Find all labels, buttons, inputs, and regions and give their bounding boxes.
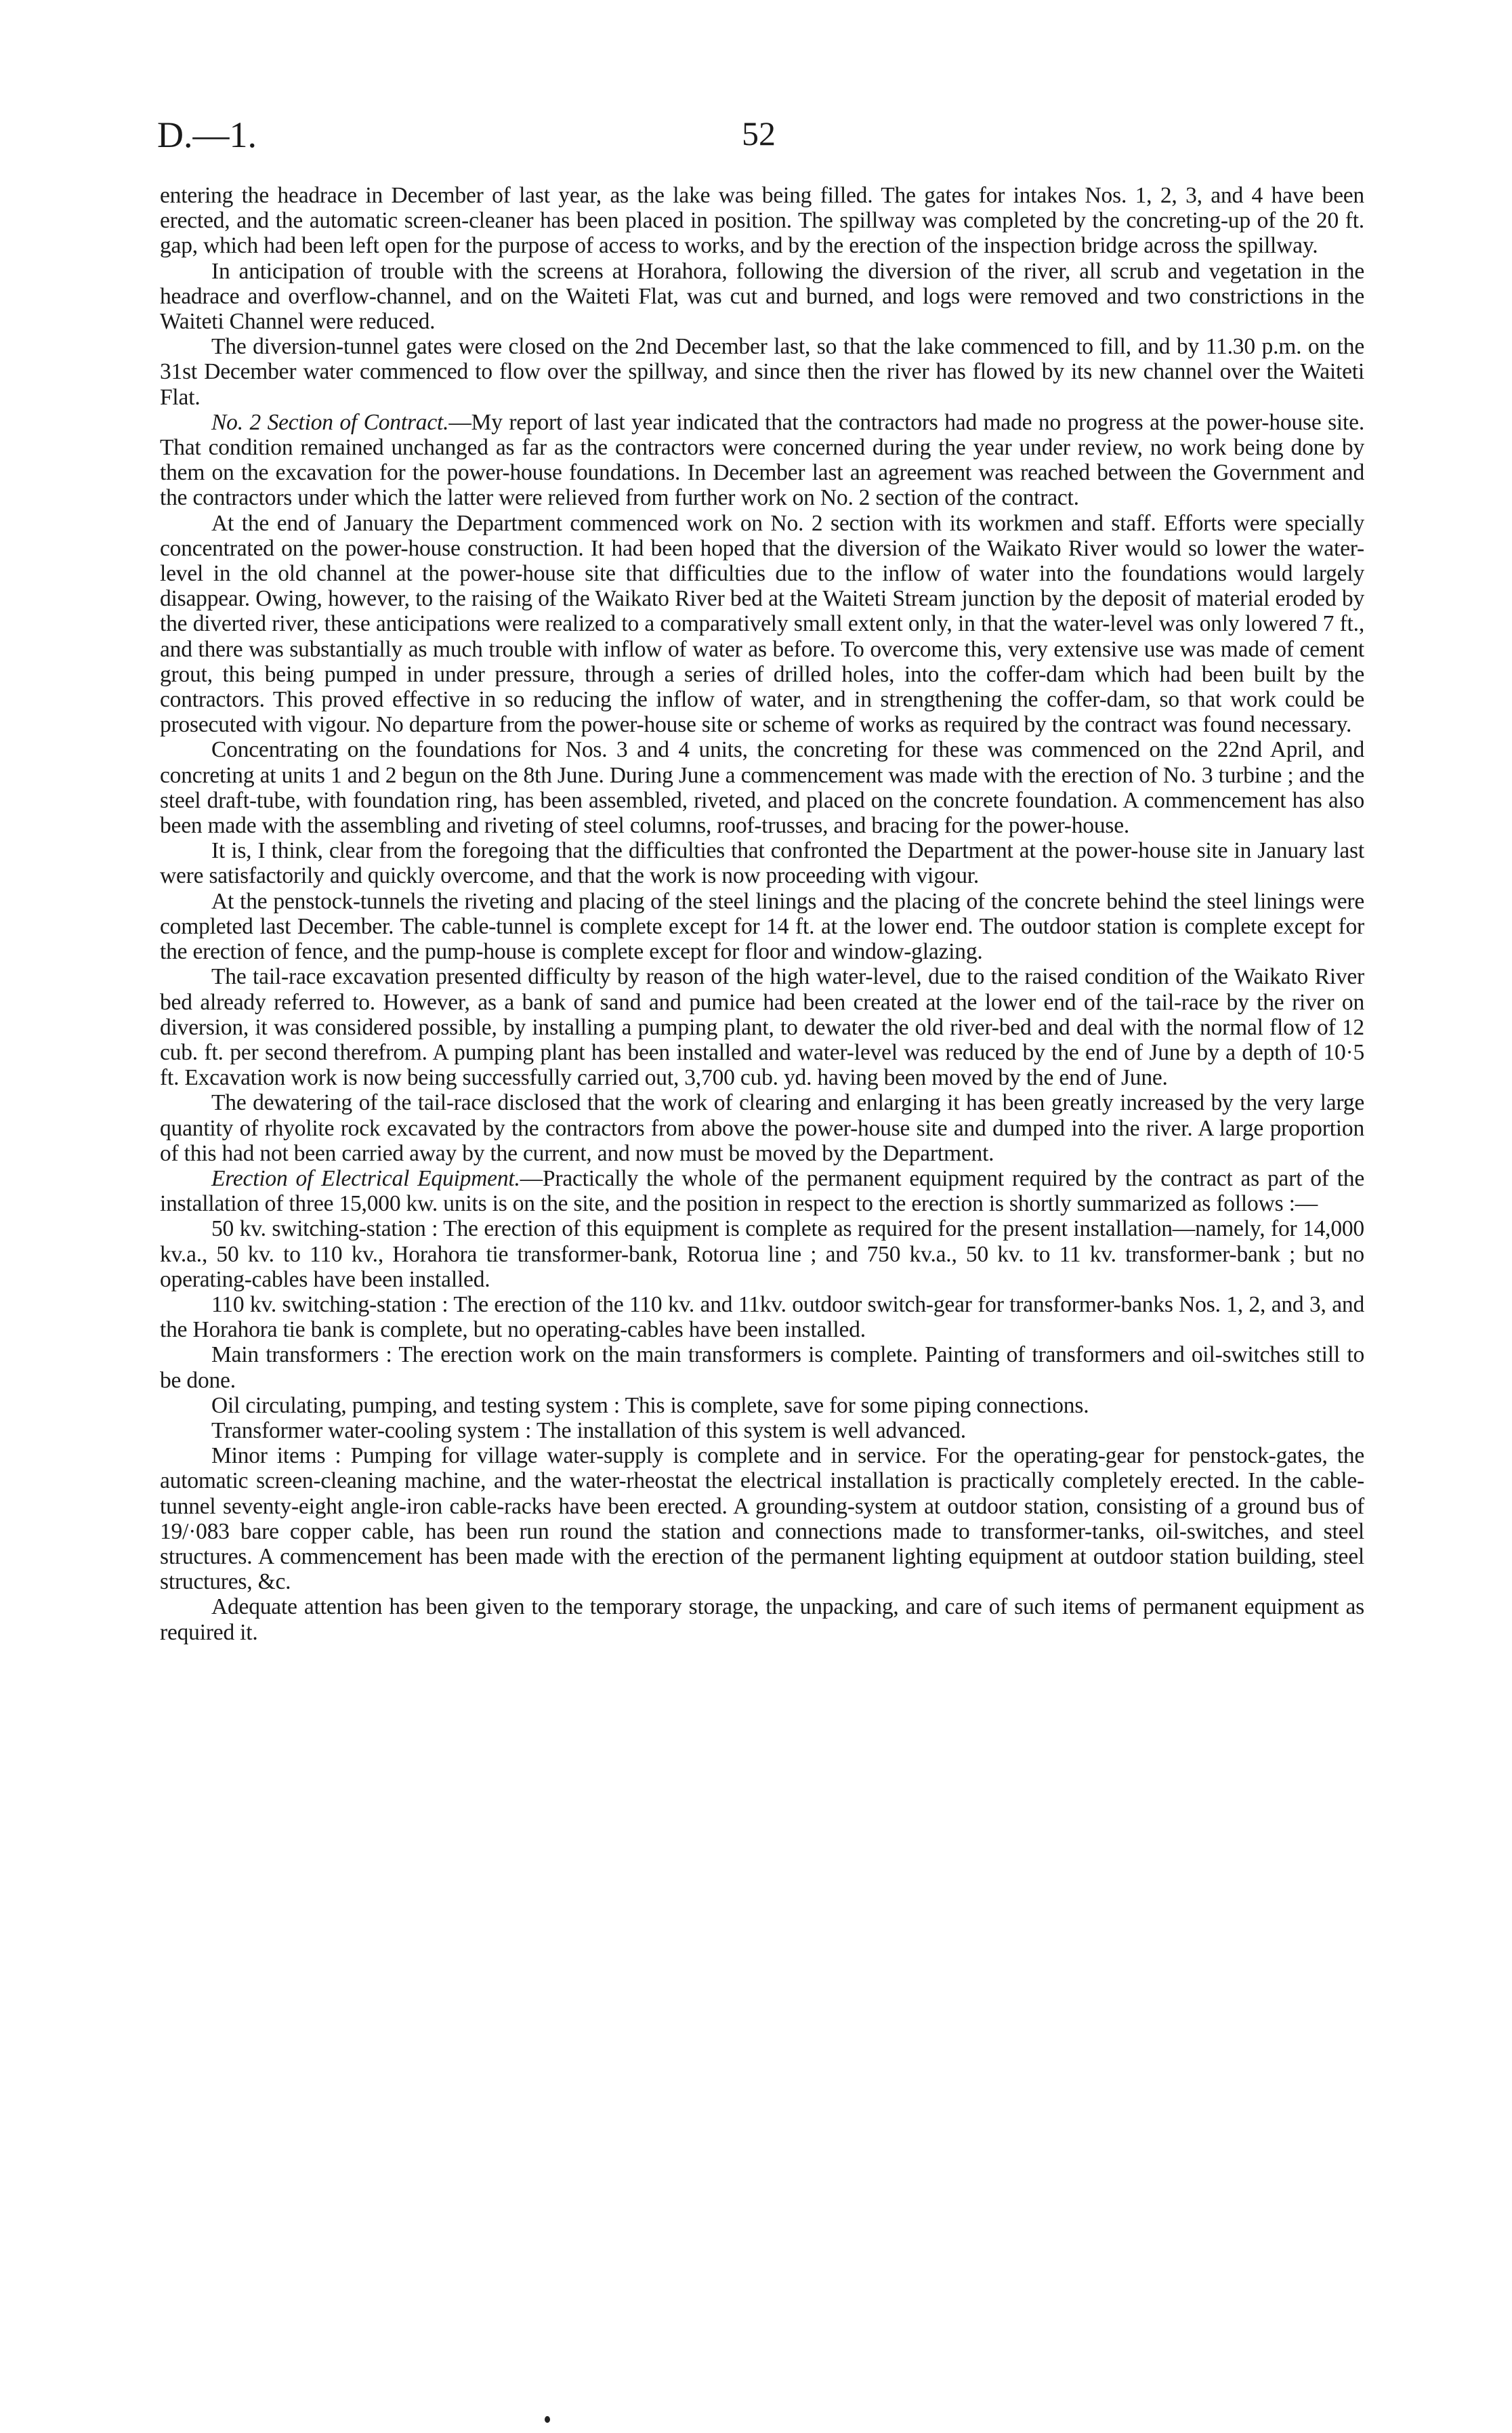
paragraph — [160, 183, 1364, 259]
paragraph-text: Concentrating on the foundations for Nos. 3 and 4 units, the concreting for these was commenced on the 22nd April, and concreting at units 1 and 2 begun on the 8th June. During June a commencement was made with the erection of No. 3 turbine ; and the steel draft-tube, with foundation ring, has been assembled, riveted, and placed on the concrete foundation. A commencement has also been made with the assembling and riveting of steel columns, roof-trusses, and bracing for the power-house. — [160, 737, 1364, 839]
section-heading: Erection of Electrical Equipment. — [211, 1165, 520, 1191]
paragraph-text: 50 kv. switching-station : The erection of this equipment is complete as required for the present installation—namely, for 14,000 kv.a., 50 kv. to 110 kv., Horahora tie transformer-bank, Rotorua line ; and 750 kv.a., 50 kv. to 11 kv. transformer-bank ; but no operating-cables have been installed. — [160, 1216, 1364, 1292]
paragraph-text: At the end of January the Department commenced work on No. 2 section with its workmen and staff. Efforts were specially concentrated on the power-house construction. It had been hoped that the diversion of the Waikato River would so lower the water-level in the old channel at the power-house site that difficulties due to the inflow of water into the foundations would largely disappear. Owing, however, to the raising of the Waikato River bed at the Waiteti Stream junction by the deposit of material eroded by the diverted river, these anticipations were realized to a comparatively small extent only, in that the water-level was only lowered 7 ft., and there was substantially as much trouble with inflow of water as before. To overcome this, very extensive use was made of cement grout, this being pumped in under pressure, through a series of drilled holes, into the coffer-dam which had been built by the contractors. This proved effective in so reducing the inflow of water, and in strengthening the coffer-dam, so that work could be prosecuted with vigour. No departure from the power-house site or scheme of works as required by the contract was found necessary. — [160, 510, 1364, 738]
paragraph — [160, 1216, 1364, 1292]
paragraph — [160, 259, 1364, 335]
paragraph-text: —My report of last year indicated that the contractors had made no progress at the power-house site. That condition remained unchanged as far as the contractors were concerned during the year under review, no work being done by them on the excavation for the power-house foundations. In December last an agreement was reached between the Government and the contractors under which the latter were relieved from further work on No. 2 section of the contract. — [160, 409, 1364, 511]
paragraph — [160, 737, 1364, 838]
paragraph-text: In anticipation of trouble with the screens at Horahora, following the diversion of the river, all scrub and vegetation in the headrace and overflow-channel, and on the Waiteti Flat, was cut and burned, and logs were removed and two constrictions in the Waiteti Channel were reduced. — [160, 258, 1364, 335]
paragraph-text: The tail-race excavation presented difficulty by reason of the high water-level, due to the raised condition of the Waikato River bed already referred to. However, as a bank of sand and pumice had been created at the lower end of the tail-race by the river on diversion, it was considered possible, by installing a pumping plant, to dewater the old river-bed and deal with the normal flow of 12 cub. ft. per second therefrom. A pumping plant has been installed and water-level was reduced by the end of June by a depth of 10·5 ft. Excavation work is now being successfully carried out, 3,700 cub. yd. having been moved by the end of June. — [160, 964, 1364, 1091]
section-heading: No. 2 Section of Contract. — [211, 409, 449, 435]
paragraph-text: At the penstock-tunnels the riveting and placing of the steel linings and the placing of the concrete behind the steel linings were completed last December. The cable-tunnel is complete except for 14 ft. at the lower end. The outdoor station is complete except for the erection of fence, and the pump-house is complete except for floor and window-glazing. — [160, 888, 1364, 965]
page-mark — [545, 2416, 550, 2423]
paragraph — [160, 1594, 1364, 1644]
paragraph-text: The diversion-tunnel gates were closed on the 2nd December last, so that the lake commenced to fill, and by 11.30 p.m. on the 31st December water commenced to flow over the spillway, and since then the river has flowed by its new channel over the Waiteti Flat. — [160, 334, 1364, 410]
paragraph — [160, 334, 1364, 410]
paragraph-text: Main transformers : The erection work on the main transformers is complete. Painting of transformers and oil-switches still to be done. — [160, 1342, 1364, 1393]
paragraph-text: Transformer water-cooling system : The installation of this system is well advanced. — [211, 1417, 966, 1443]
body-text — [160, 183, 1364, 1645]
paragraph — [160, 1342, 1364, 1392]
paragraph-text: 110 kv. switching-station : The erection of the 110 kv. and 11kv. outdoor switch-gear for transformer-banks Nos. 1, 2, and 3, and the Horahora tie bank is complete, but no operating-cables have been installed. — [160, 1291, 1364, 1343]
paragraph-text: Adequate attention has been given to the temporary storage, the unpacking, and care of such items of permanent equipment as required it. — [160, 1594, 1364, 1645]
page-number: 52 — [742, 115, 776, 152]
paragraph-text: It is, I think, clear from the foregoing that the difficulties that confronted the Department at the power-house site in January last were satisfactorily and quickly overcome, and that the work is now proceeding with vigour. — [160, 838, 1364, 889]
paragraph — [160, 1292, 1364, 1342]
paragraph — [160, 410, 1364, 511]
paragraph — [160, 511, 1364, 738]
paragraph — [160, 964, 1364, 1090]
paragraph — [160, 1418, 1364, 1443]
paragraph-text: Oil circulating, pumping, and testing system : This is complete, save for some piping connections. — [211, 1392, 1089, 1418]
paragraph-text: Minor items : Pumping for village water-supply is complete and in service. For the operating-gear for penstock-gates, the automatic screen-cleaning machine, and the water-rheostat the electrical installation is practically completely erected. In the cable-tunnel seventy-eight angle-iron cable-racks have been erected. A grounding-system at outdoor station, consisting of a ground bus of 19/·083 bare copper cable, has been run round the station and connections made to transformer-tanks, oil-switches, and steel structures. A commencement has been made with the erection of the permanent lighting equipment at outdoor station building, steel structures, &c. — [160, 1443, 1364, 1595]
paragraph — [160, 838, 1364, 888]
document-reference: D.—1. — [157, 115, 257, 155]
paragraph-text: entering the headrace in December of last year, as the lake was being filled. The gates for intakes Nos. 1, 2, 3, and 4 have been erected, and the automatic screen-cleaner has been placed in position. The spillway was completed by the concreting-up of the 20 ft. gap, which had been left open for the purpose of access to works, and by the erection of the inspection bridge across the spillway. — [160, 183, 1364, 259]
paragraph — [160, 1090, 1364, 1166]
paragraph — [160, 889, 1364, 965]
paragraph — [160, 1166, 1364, 1216]
paragraph — [160, 1393, 1364, 1418]
paragraph — [160, 1443, 1364, 1594]
paragraph-text: —Practically the whole of the permanent equipment required by the contract as part of the installation of three 15,000 kw. units is on the site, and the position in respect to the erection is shortly summarized as follows :— — [160, 1165, 1364, 1217]
paragraph-text: The dewatering of the tail-race disclosed that the work of clearing and enlarging it has been greatly increased by the very large quantity of rhyolite rock excavated by the contractors from above the power-house site and dumped into the river. A large proportion of this had not been carried away by the current, and now must be moved by the Department. — [160, 1090, 1364, 1166]
